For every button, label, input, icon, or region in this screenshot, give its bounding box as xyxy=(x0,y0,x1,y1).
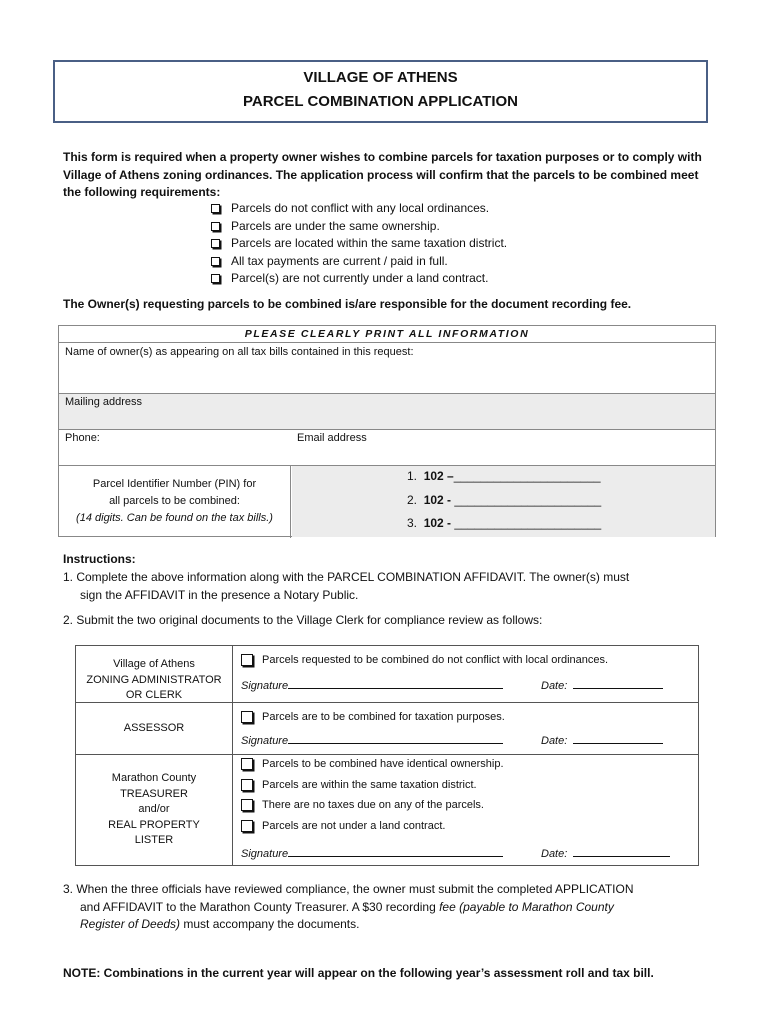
date-field[interactable]: Date: xyxy=(541,733,663,747)
instruction-step-3: 3. When the three officials have reviewed compliance, the owner must submit the completed APPLICATION and AFFIDAVIT to the Marathon County Treasurer. A $30 recording fee (payable to Marathon County Register of Deeds) must accompany the documents. xyxy=(63,882,634,931)
review-check-item[interactable]: Parcels are within the same taxation district. xyxy=(241,779,477,791)
requirement-item: Parcel(s) are not currently under a land contract. xyxy=(211,270,507,288)
checkbox-icon xyxy=(211,257,220,266)
review-check-item[interactable]: Parcels to be combined have identical ownership. xyxy=(241,758,504,770)
title-box xyxy=(53,60,708,123)
checkbox-icon[interactable] xyxy=(241,799,253,811)
checkbox-icon xyxy=(211,222,220,231)
signature-field[interactable]: Signature xyxy=(241,733,503,747)
mailing-address-field[interactable] xyxy=(59,394,715,430)
phone-email-row xyxy=(59,430,715,466)
review-row-assessor xyxy=(233,702,698,754)
official-zoning-administrator: Village of Athens ZONING ADMINISTRATOR OR CLERK xyxy=(76,646,233,702)
compliance-review-table xyxy=(75,645,699,866)
review-check-item[interactable]: There are no taxes due on any of the parcels. xyxy=(241,799,484,811)
intro-line: Village of Athens zoning ordinances. The application process will confirm that the parcels to be combined meet xyxy=(63,167,699,182)
intro-line: the following requirements: xyxy=(63,185,221,199)
pin-field-3[interactable]: 3. 102 - ______________________ xyxy=(407,516,602,530)
review-row-treasurer xyxy=(233,754,698,865)
info-table-header: PLEASE CLEARLY PRINT ALL INFORMATION xyxy=(59,326,715,343)
pin-field-2[interactable]: 2. 102 - ______________________ xyxy=(407,493,602,507)
date-field[interactable]: Date: xyxy=(541,678,663,692)
phone-label[interactable]: Phone: xyxy=(65,432,100,444)
title-village: VILLAGE OF ATHENS xyxy=(303,69,458,86)
pin-label-cell: Parcel Identifier Number (PIN) for all parcels to be combined: (14 digits. Can be found on the tax bills.) xyxy=(59,466,291,538)
requirement-item: Parcels do not conflict with any local ordinances. xyxy=(211,200,507,218)
title-application: PARCEL COMBINATION APPLICATION xyxy=(243,93,518,110)
checkbox-icon[interactable] xyxy=(241,758,253,770)
owner-name-field[interactable] xyxy=(59,343,715,394)
checkbox-icon[interactable] xyxy=(241,820,253,832)
intro-line: This form is required when a property owner wishes to combine parcels for taxation purposes or to comply with xyxy=(63,150,702,164)
pin-entry-cell xyxy=(292,466,715,537)
signature-field[interactable]: Signature xyxy=(241,846,503,860)
requirement-item: Parcels are located within the same taxation district. xyxy=(211,235,507,253)
owner-info-table xyxy=(58,325,716,537)
checkbox-icon[interactable] xyxy=(241,711,253,723)
requirement-item: Parcels are under the same ownership. xyxy=(211,218,507,236)
requirements-list xyxy=(211,200,507,288)
date-field[interactable]: Date: xyxy=(541,846,670,860)
footer-note: NOTE: Combinations in the current year will appear on the following year’s assessment roll and tax bill. xyxy=(63,966,654,980)
instructions-heading: Instructions: xyxy=(63,552,136,566)
signature-field[interactable]: Signature xyxy=(241,678,503,692)
checkbox-icon xyxy=(211,239,220,248)
checkbox-icon[interactable] xyxy=(241,779,253,791)
checkbox-icon[interactable] xyxy=(241,654,253,666)
requirement-item: All tax payments are current / paid in full. xyxy=(211,253,507,271)
owner-name-label: Name of owner(s) as appearing on all tax bills contained in this request: xyxy=(65,346,414,358)
official-assessor: ASSESSOR xyxy=(76,702,233,754)
instruction-step-1: 1. Complete the above information along with the PARCEL COMBINATION AFFIDAVIT. The owner(s) must sign the AFFIDAVIT in the presence a Notary Public. xyxy=(63,570,630,602)
instruction-step-2: 2. Submit the two original documents to the Village Clerk for compliance review as follows: xyxy=(63,613,543,627)
email-label[interactable]: Email address xyxy=(297,432,367,444)
owner-fee-note: The Owner(s) requesting parcels to be combined is/are responsible for the document recording fee. xyxy=(63,297,632,311)
official-treasurer-lister: Marathon County TREASURER and/or REAL PROPERTY LISTER xyxy=(76,754,233,865)
review-check-item[interactable]: Parcels requested to be combined do not conflict with local ordinances. xyxy=(241,654,608,666)
checkbox-icon xyxy=(211,274,220,283)
mailing-address-label: Mailing address xyxy=(65,396,143,408)
review-check-item[interactable]: Parcels are not under a land contract. xyxy=(241,820,445,832)
pin-field-1[interactable]: 1. 102 –______________________ xyxy=(407,469,601,483)
review-row-zoning xyxy=(233,646,698,702)
review-check-item[interactable]: Parcels are to be combined for taxation purposes. xyxy=(241,711,505,723)
checkbox-icon xyxy=(211,204,220,213)
intro-paragraph xyxy=(63,149,718,202)
